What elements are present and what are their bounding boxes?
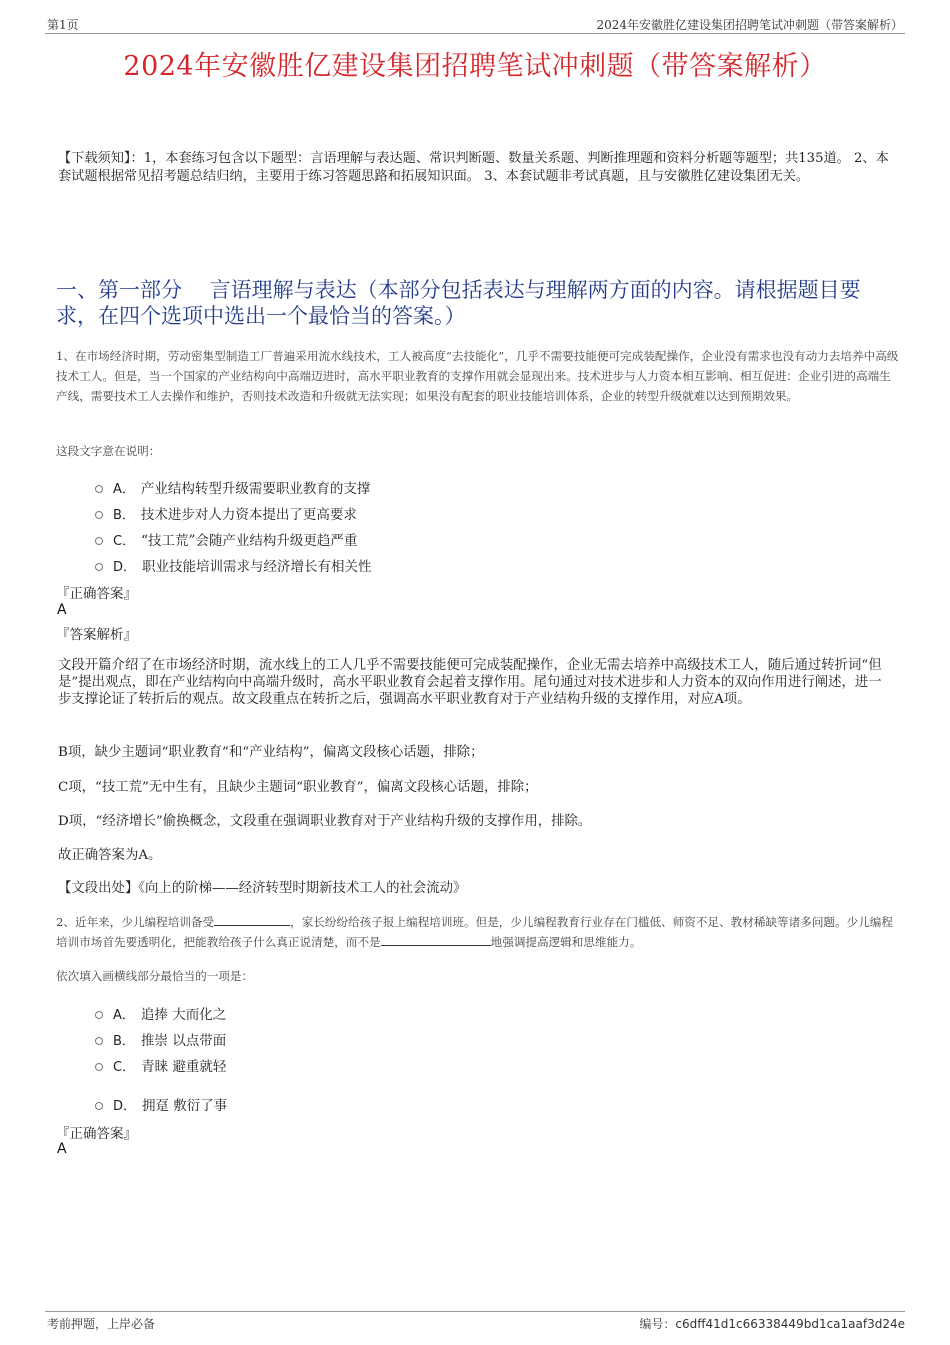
- option-text: 青睐 避重就轻: [141, 1059, 227, 1075]
- option-key: B．: [113, 1033, 135, 1049]
- radio-icon[interactable]: [95, 511, 103, 519]
- question-2-answer: A: [57, 1141, 67, 1157]
- radio-icon[interactable]: [95, 485, 103, 493]
- document-code: [639, 1315, 905, 1332]
- footer-slogan: 考前押题，上岸必备: [47, 1317, 156, 1331]
- fill-blank: [381, 933, 491, 946]
- question-1-option-a[interactable]: [95, 477, 370, 497]
- option-text: 拥趸 敷衍了事: [142, 1098, 228, 1114]
- analysis-paragraph: C项，“技工荒”无中生有，且缺少主题词“职业教育”，偏离文段核心话题，排除；: [58, 780, 538, 795]
- document-title: 2024年安徽胜亿建设集团招聘笔试冲刺题（带答案解析）: [123, 51, 827, 82]
- option-key: D．: [113, 559, 137, 575]
- code-label: 编号：: [639, 1317, 676, 1331]
- question-2-prompt: 依次填入画横线部分最恰当的一项是：: [56, 969, 254, 983]
- question-2-answer-label: 『正确答案』: [56, 1126, 137, 1142]
- code-value: c6dff41d1c66338449bd1ca1aaf3d24e: [675, 1317, 905, 1331]
- option-key: D．: [113, 1098, 137, 1114]
- radio-icon[interactable]: [95, 1063, 103, 1071]
- header-divider: [45, 33, 905, 34]
- section-title: 一、第一部分 言语理解与表达（本部分包括表达与理解两方面的内容。请根据题目要求，在四个选项中选出一个最恰当的答案。）: [56, 278, 861, 328]
- stem-text: 地强调提高逻辑和思维能力。: [490, 935, 642, 949]
- analysis-paragraph: D项，“经济增长”偷换概念，文段重在强调职业教育对于产业结构升级的支撑作用，排除。: [58, 814, 592, 829]
- page-number: 第1页: [47, 18, 79, 32]
- option-text: 职业技能培训需求与经济增长有相关性: [142, 559, 372, 575]
- option-key: C．: [113, 533, 136, 549]
- option-key: A．: [113, 481, 135, 497]
- option-key: C．: [113, 1059, 136, 1075]
- option-text: 技术进步对人力资本提出了更高要求: [140, 507, 357, 523]
- analysis-paragraph: B项，缺少主题词“职业教育”和“产业结构”，偏离文段核心话题，排除；: [58, 745, 484, 760]
- question-2-option-a[interactable]: [95, 1003, 226, 1023]
- radio-icon[interactable]: [95, 537, 103, 545]
- radio-icon[interactable]: [95, 1011, 103, 1019]
- radio-icon[interactable]: [95, 1037, 103, 1045]
- option-key: A．: [113, 1007, 135, 1023]
- running-header-title: 2024年安徽胜亿建设集团招聘笔试冲刺题（带答案解析）: [596, 18, 903, 32]
- option-text: 推崇 以点带面: [140, 1033, 227, 1049]
- question-2-option-d[interactable]: [95, 1094, 227, 1114]
- question-2-option-b[interactable]: [95, 1029, 226, 1049]
- radio-icon[interactable]: [95, 1102, 103, 1110]
- analysis-paragraph: 文段开篇介绍了在市场经济时期，流水线上的工人几乎不需要技能便可完成装配操作，企业无需去培养中高级技术工人，随后通过转折词“但是”提出观点，即在产业结构向中高端升级时，高水平职业教育会起着支撑作用。尾句通过对技术进步和人力资本的双向作用进行阐述，进一步支撑论证了转折后的观点。故文段重点在转折之后，强调高水平职业教育对于产业结构升级的支撑作用，对应A项。: [58, 658, 882, 707]
- stem-text: ，家长纷纷给孩子报上编程培训班。但是，少儿编程教育行业存在门槛低、师资不足、教材稀缺等诸多问题。少儿编程培训市场首先要透明化，把能教给孩子什么真正说清楚，而不是: [56, 915, 893, 949]
- option-key: B．: [113, 507, 135, 523]
- question-1-stem: 1、在市场经济时期，劳动密集型制造工厂普遍采用流水线技术，工人被高度“去技能化”，几乎不需要技能便可完成装配操作，企业没有需求也没有动力去培养中高级技术工人。但是，当一个国家的产业结构向中高端迈进时，高水平职业教育的支撑作用就会显现出来。技术进步与人力资本相互影响、相互促进：企业引进的高端生产线，需要技术工人去操作和维护，否则技术改造和升级就无法实现；如果没有配套的职业技能培训体系，企业的转型升级就难以达到预期效果。: [56, 349, 899, 403]
- footer-divider: [45, 1311, 905, 1312]
- option-text: 产业结构转型升级需要职业教育的支撑: [140, 481, 371, 497]
- question-1-answer-label: 『正确答案』: [56, 586, 137, 602]
- question-1-source: 【文段出处】《向上的阶梯——经济转型时期新技术工人的社会流动》: [58, 881, 467, 896]
- question-1-prompt: 这段文字意在说明：: [56, 444, 161, 458]
- question-2-option-c[interactable]: [95, 1055, 226, 1075]
- option-text: “技工荒”会随产业结构升级更趋严重: [141, 533, 358, 549]
- analysis-paragraph: 故正确答案为A。: [58, 848, 162, 863]
- stem-text: 2、近年来，少儿编程培训备受: [56, 915, 215, 929]
- download-notice: 【下载须知】：1，本套练习包含以下题型：言语理解与表达题、常识判断题、数量关系题、判断推理题和资料分析题等题型；共135道。 2、本套试题根据常见招考题总结归纳，主要用于练习答题思路和拓展知识面。 3、本套试题非考试真题，且与安徽胜亿建设集团无关。: [58, 151, 889, 184]
- radio-icon[interactable]: [95, 563, 103, 571]
- fill-blank: [214, 913, 290, 926]
- question-1-option-d[interactable]: [95, 555, 372, 575]
- question-1-option-c[interactable]: [95, 529, 357, 549]
- question-1-answer: A: [57, 602, 67, 618]
- option-text: 追捧 大而化之: [140, 1007, 227, 1023]
- question-1-option-b[interactable]: [95, 503, 357, 523]
- question-2-stem: [56, 912, 902, 952]
- question-1-analysis-label: 『答案解析』: [56, 627, 137, 643]
